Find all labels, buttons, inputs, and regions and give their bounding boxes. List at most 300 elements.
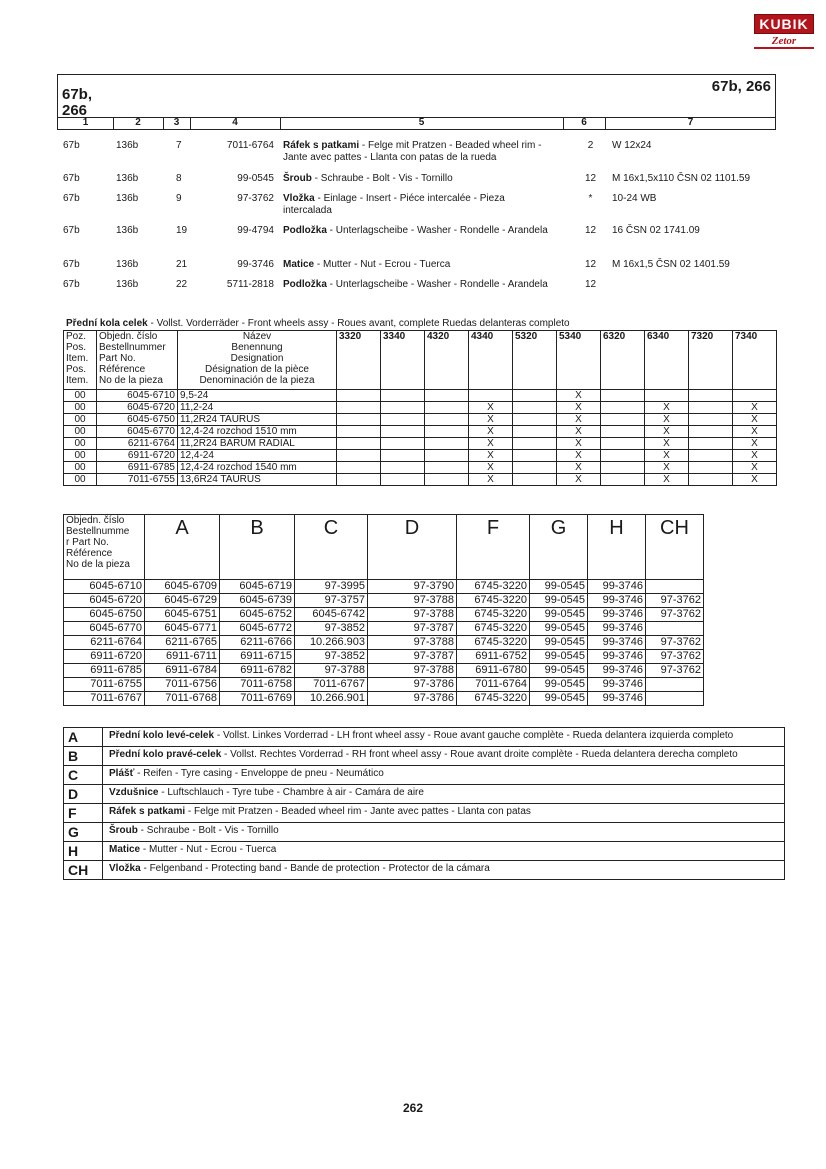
cross-order-number: 6045-6710 — [64, 580, 145, 594]
cross-component-number: 7011-6769 — [220, 692, 295, 706]
applicability-row — [64, 474, 777, 486]
header-designation: Název Benennung Designation Désignation de la pièce Denominación de la pieza — [178, 331, 337, 390]
part-position: 9 — [176, 193, 182, 204]
legend-row — [64, 804, 784, 823]
cross-order-number: 6911-6720 — [64, 650, 145, 664]
header-order-number: Objedn. číslo Bestellnummer Part No. Référence No de la pieza — [97, 331, 178, 390]
row-designation: 9,5-24 — [178, 390, 337, 402]
cross-component-number: 6745-3220 — [457, 580, 530, 594]
cross-component-number: 6045-6729 — [145, 594, 220, 608]
model-mark — [381, 462, 425, 474]
logo-zetor-text: Zetor — [754, 35, 814, 49]
cross-component-number: 97-3790 — [368, 580, 457, 594]
model-mark — [337, 402, 381, 414]
applicability-row — [64, 390, 777, 402]
row-order-number: 7011-6755 — [97, 474, 178, 486]
cross-row — [64, 650, 704, 664]
model-mark — [513, 414, 557, 426]
cross-component-number: 6745-3220 — [457, 692, 530, 706]
applicability-row — [64, 462, 777, 474]
model-mark — [689, 474, 733, 486]
cross-component-number: 6911-6711 — [145, 650, 220, 664]
legend-name: Vzdušnice — [109, 787, 159, 798]
header-position: Poz. Pos. Item. Pos. Item. — [64, 331, 97, 390]
cross-component-number — [646, 622, 704, 636]
legend-text — [103, 861, 494, 879]
cross-order-number: 6045-6720 — [64, 594, 145, 608]
row-position: 00 — [64, 450, 97, 462]
part-translations: - Mutter - Nut - Ecrou - Tuerca — [314, 259, 451, 270]
cross-component-number: 97-3852 — [295, 650, 368, 664]
model-mark — [381, 402, 425, 414]
model-mark — [337, 390, 381, 402]
row-order-number: 6911-6720 — [97, 450, 178, 462]
model-mark: X — [557, 438, 601, 450]
model-mark — [337, 450, 381, 462]
model-mark: X — [733, 402, 777, 414]
part-description — [283, 140, 553, 164]
model-mark: X — [733, 474, 777, 486]
cross-component-number: 97-3757 — [295, 594, 368, 608]
row-order-number: 6045-6720 — [97, 402, 178, 414]
part-fig: 67b — [63, 259, 80, 270]
cross-component-number: 6211-6766 — [220, 636, 295, 650]
cross-component-number: 97-3762 — [646, 636, 704, 650]
applicability-table — [63, 330, 777, 486]
cross-component-number: 6045-6719 — [220, 580, 295, 594]
model-mark: X — [469, 462, 513, 474]
cross-header-order-number: Objedn. číslo Bestellnumme r Part No. Référence No de la pieza — [64, 515, 145, 580]
logo-kubik-text: KUBIK — [754, 14, 814, 34]
cross-component-number: 97-3995 — [295, 580, 368, 594]
part-fig: 67b — [63, 193, 80, 204]
cross-component-number: 97-3788 — [368, 664, 457, 678]
cross-component-number: 99-0545 — [530, 678, 588, 692]
model-mark — [689, 438, 733, 450]
model-mark — [425, 438, 469, 450]
model-mark — [381, 438, 425, 450]
model-mark: X — [733, 450, 777, 462]
header-col-5: 5 — [280, 118, 564, 129]
model-mark — [645, 390, 689, 402]
legend-translations: - Felgenband - Protecting band - Bande de protection - Protector de la cámara — [140, 863, 490, 874]
legend-key: D — [64, 785, 103, 803]
part-note: 10-24 WB — [612, 193, 657, 204]
part-quantity: * — [588, 193, 593, 204]
cross-component-number: 99-3746 — [588, 608, 646, 622]
model-mark — [601, 426, 645, 438]
page-header-box — [57, 74, 776, 130]
part-quantity: 12 — [584, 173, 597, 184]
cross-component-number: 6045-6709 — [145, 580, 220, 594]
part-name: Podložka — [283, 225, 327, 236]
cross-component-number: 6745-3220 — [457, 622, 530, 636]
model-mark — [425, 450, 469, 462]
model-mark: X — [645, 426, 689, 438]
part-quantity: 2 — [587, 140, 594, 151]
legend-translations: - Schraube - Bolt - Vis - Tornillo — [137, 825, 279, 836]
cross-component-number: 6045-6772 — [220, 622, 295, 636]
cross-component-number: 99-0545 — [530, 636, 588, 650]
cross-component-number: 6745-3220 — [457, 636, 530, 650]
cross-component-number: 7011-6768 — [145, 692, 220, 706]
model-mark — [513, 402, 557, 414]
part-page: 136b — [116, 225, 139, 236]
model-mark: X — [469, 474, 513, 486]
cross-component-number: 10.266.901 — [295, 692, 368, 706]
part-translations: - Einlage - Insert - Piéce intercalée - Pieza intercalada — [283, 193, 505, 216]
legend-key: CH — [64, 861, 103, 879]
row-position: 00 — [64, 426, 97, 438]
cross-component-number: 7011-6767 — [295, 678, 368, 692]
model-mark: X — [469, 414, 513, 426]
applicability-row — [64, 450, 777, 462]
part-number: 7011-6764 — [226, 140, 274, 151]
model-mark — [513, 462, 557, 474]
model-mark: X — [733, 414, 777, 426]
cross-component-number: 99-3746 — [588, 622, 646, 636]
header-model: 4340 — [469, 331, 513, 390]
row-position: 00 — [64, 414, 97, 426]
model-mark — [513, 450, 557, 462]
row-position: 00 — [64, 390, 97, 402]
cross-component-number: 97-3762 — [646, 664, 704, 678]
part-description — [283, 173, 553, 185]
legend-key: F — [64, 804, 103, 822]
legend-row — [64, 728, 784, 747]
cross-component-number — [646, 580, 704, 594]
row-designation: 13,6R24 TAURUS — [178, 474, 337, 486]
model-mark: X — [469, 402, 513, 414]
row-order-number: 6045-6750 — [97, 414, 178, 426]
cross-header-letter: CH — [646, 515, 704, 580]
part-name: Šroub — [283, 173, 312, 184]
model-mark: X — [557, 426, 601, 438]
cross-component-number: 97-3762 — [646, 650, 704, 664]
part-position: 7 — [176, 140, 182, 151]
cross-component-number: 6045-6751 — [145, 608, 220, 622]
part-number: 97-3762 — [237, 193, 274, 204]
legend-name: Vložka — [109, 863, 141, 874]
part-fig: 67b — [63, 140, 80, 151]
part-position: 8 — [176, 173, 182, 184]
part-name: Podložka — [283, 279, 327, 290]
cross-component-number: 97-3787 — [368, 622, 457, 636]
cross-component-number: 97-3788 — [295, 664, 368, 678]
cross-header-row — [64, 515, 704, 580]
part-fig: 67b — [63, 225, 80, 236]
assembly-title-bold: Přední kola celek — [66, 318, 148, 329]
header-model: 7320 — [689, 331, 733, 390]
model-mark: X — [645, 450, 689, 462]
applicability-row — [64, 438, 777, 450]
cross-order-number: 7011-6767 — [64, 692, 145, 706]
cross-header-letter: A — [145, 515, 220, 580]
part-page: 136b — [116, 173, 139, 184]
model-mark — [469, 390, 513, 402]
model-mark — [601, 462, 645, 474]
legend-row — [64, 766, 784, 785]
cross-row — [64, 636, 704, 650]
model-mark — [513, 438, 557, 450]
model-mark — [689, 450, 733, 462]
model-mark: X — [645, 438, 689, 450]
legend-text — [103, 823, 283, 841]
applicability-row — [64, 426, 777, 438]
model-mark — [601, 450, 645, 462]
row-order-number: 6045-6710 — [97, 390, 178, 402]
cross-header-letter: D — [368, 515, 457, 580]
model-mark — [513, 390, 557, 402]
cross-order-number: 6911-6785 — [64, 664, 145, 678]
cross-component-number: 6911-6784 — [145, 664, 220, 678]
cross-component-number: 99-0545 — [530, 580, 588, 594]
cross-component-number: 99-3746 — [588, 692, 646, 706]
cross-component-number: 99-3746 — [588, 594, 646, 608]
cross-component-number: 97-3786 — [368, 678, 457, 692]
cross-component-number: 97-3762 — [646, 594, 704, 608]
model-mark — [601, 402, 645, 414]
cross-header-letter: C — [295, 515, 368, 580]
model-mark: X — [469, 426, 513, 438]
model-mark — [601, 414, 645, 426]
model-mark — [337, 438, 381, 450]
part-translations: - Schraube - Bolt - Vis - Tornillo — [311, 173, 453, 184]
cross-row — [64, 622, 704, 636]
cross-component-number: 6911-6715 — [220, 650, 295, 664]
row-designation: 11,2R24 BARUM RADIAL — [178, 438, 337, 450]
legend-translations: - Vollst. Rechtes Vorderrad - RH front wheel assy - Roue avant droite complète - Rueda delantera derecha completo — [221, 749, 738, 760]
part-name: Matice — [283, 259, 315, 270]
row-designation: 12,4-24 rozchod 1540 mm — [178, 462, 337, 474]
legend-row — [64, 823, 784, 842]
model-mark — [381, 426, 425, 438]
legend-row — [64, 785, 784, 804]
cross-component-number: 99-0545 — [530, 664, 588, 678]
cross-component-number: 10.266.903 — [295, 636, 368, 650]
assembly-title-rest: - Vollst. Vorderräder - Front wheels assy - Roues avant, complete Ruedas delanteras completo — [147, 318, 570, 329]
part-number: 99-3746 — [237, 259, 274, 270]
model-mark — [381, 390, 425, 402]
row-position: 00 — [64, 402, 97, 414]
row-designation: 12,4-24 — [178, 450, 337, 462]
part-position: 21 — [176, 259, 188, 270]
legend-translations: - Reifen - Tyre casing - Enveloppe de pneu - Neumático — [134, 768, 384, 779]
model-mark — [601, 438, 645, 450]
header-column-numbers — [58, 117, 775, 129]
header-col-4: 4 — [190, 118, 281, 129]
model-mark — [425, 414, 469, 426]
legend-name: Ráfek s patkami — [109, 806, 186, 817]
model-mark — [689, 402, 733, 414]
model-mark — [337, 414, 381, 426]
cross-component-number: 7011-6758 — [220, 678, 295, 692]
legend-name: Plášť — [109, 768, 135, 779]
cross-component-number: 99-3746 — [588, 580, 646, 594]
header-model: 7340 — [733, 331, 777, 390]
applicability-row — [64, 414, 777, 426]
header-model: 6340 — [645, 331, 689, 390]
header-col-2: 2 — [113, 118, 164, 129]
cross-component-number: 99-0545 — [530, 594, 588, 608]
cross-component-number: 6045-6739 — [220, 594, 295, 608]
model-mark: X — [557, 474, 601, 486]
legend-text — [103, 804, 535, 822]
part-number: 99-0545 — [237, 173, 274, 184]
model-mark — [337, 474, 381, 486]
part-quantity: 12 — [584, 225, 597, 236]
part-quantity: 12 — [584, 259, 597, 270]
model-mark — [513, 474, 557, 486]
part-translations: - Unterlagscheibe - Washer - Rondelle - Arandela — [326, 279, 548, 290]
cross-component-number: 6045-6771 — [145, 622, 220, 636]
cross-component-number: 99-0545 — [530, 692, 588, 706]
header-col-7: 7 — [687, 117, 694, 128]
applicability-row — [64, 402, 777, 414]
cross-component-number: 6045-6752 — [220, 608, 295, 622]
cross-component-number: 6211-6765 — [145, 636, 220, 650]
cross-component-number: 6911-6782 — [220, 664, 295, 678]
model-mark — [425, 390, 469, 402]
model-mark: X — [557, 414, 601, 426]
legend-name: Matice — [109, 844, 141, 855]
cross-header-letter: B — [220, 515, 295, 580]
header-col-6: 6 — [563, 118, 606, 129]
cross-component-number: 6045-6742 — [295, 608, 368, 622]
cross-component-number: 99-0545 — [530, 608, 588, 622]
part-translations: - Felge mit Pratzen - Beaded wheel rim - Jante avec pattes - Llanta con patas de la rueda — [283, 140, 542, 163]
header-col-1: 1 — [58, 118, 114, 129]
row-designation: 11,2R24 TAURUS — [178, 414, 337, 426]
legend-translations: - Felge mit Pratzen - Beaded wheel rim - Jante avec pattes - Llanta con patas — [185, 806, 531, 817]
row-designation: 12,4-24 rozchod 1510 mm — [178, 426, 337, 438]
header-ref-right: 67b, 266 — [711, 78, 771, 95]
model-mark — [337, 426, 381, 438]
legend-text — [103, 766, 388, 784]
header-model: 5320 — [513, 331, 557, 390]
cross-row — [64, 594, 704, 608]
model-mark — [425, 426, 469, 438]
legend-key: B — [64, 747, 103, 765]
header-model: 4320 — [425, 331, 469, 390]
model-mark — [689, 426, 733, 438]
model-mark: X — [557, 402, 601, 414]
cross-row — [64, 580, 704, 594]
model-mark — [381, 414, 425, 426]
legend-name: Šroub — [109, 825, 138, 836]
row-order-number: 6911-6785 — [97, 462, 178, 474]
part-position: 22 — [176, 279, 188, 290]
model-mark — [337, 462, 381, 474]
cross-component-number: 97-3852 — [295, 622, 368, 636]
cross-component-number: 6745-3220 — [457, 594, 530, 608]
header-model: 6320 — [601, 331, 645, 390]
cross-order-number: 6211-6764 — [64, 636, 145, 650]
cross-component-number: 6911-6752 — [457, 650, 530, 664]
cross-order-number: 6045-6770 — [64, 622, 145, 636]
model-mark: X — [733, 438, 777, 450]
model-mark — [425, 402, 469, 414]
cross-component-number: 97-3788 — [368, 594, 457, 608]
model-mark — [425, 474, 469, 486]
cross-component-number: 7011-6756 — [145, 678, 220, 692]
legend-text — [103, 785, 428, 803]
cross-component-number: 7011-6764 — [457, 678, 530, 692]
legend-key: H — [64, 842, 103, 860]
model-mark: X — [469, 438, 513, 450]
part-page: 136b — [116, 259, 139, 270]
model-mark — [513, 426, 557, 438]
cross-component-number: 99-3746 — [588, 650, 646, 664]
part-page: 136b — [116, 193, 139, 204]
cross-component-number: 97-3787 — [368, 650, 457, 664]
part-description — [283, 259, 553, 271]
header-model: 3320 — [337, 331, 381, 390]
part-fig: 67b — [63, 279, 80, 290]
model-mark — [425, 462, 469, 474]
cross-header-letter: F — [457, 515, 530, 580]
part-page: 136b — [116, 279, 139, 290]
row-position: 00 — [64, 474, 97, 486]
cross-header-letter: H — [588, 515, 646, 580]
row-order-number: 6045-6770 — [97, 426, 178, 438]
row-designation: 11,2-24 — [178, 402, 337, 414]
legend-row — [64, 842, 784, 861]
legend-name: Přední kolo levé-celek — [109, 730, 215, 741]
cross-header-letter: G — [530, 515, 588, 580]
applicability-header-row — [64, 331, 777, 390]
part-position: 19 — [176, 225, 188, 236]
row-position: 00 — [64, 462, 97, 474]
model-mark: X — [645, 474, 689, 486]
cross-order-number: 6045-6750 — [64, 608, 145, 622]
part-description — [283, 193, 553, 217]
cross-reference-table — [63, 514, 704, 706]
model-mark: X — [557, 390, 601, 402]
cross-row — [64, 664, 704, 678]
cross-component-number: 99-3746 — [588, 664, 646, 678]
part-number: 99-4794 — [237, 225, 274, 236]
model-mark: X — [733, 462, 777, 474]
cross-row — [64, 678, 704, 692]
part-quantity: 12 — [584, 279, 597, 290]
model-mark — [381, 474, 425, 486]
part-note: W 12x24 — [612, 140, 652, 151]
model-mark: X — [557, 450, 601, 462]
model-mark: X — [469, 450, 513, 462]
cross-row — [64, 692, 704, 706]
header-col-3: 3 — [163, 118, 191, 129]
cross-component-number: 97-3788 — [368, 608, 457, 622]
cross-row — [64, 608, 704, 622]
cross-component-number — [646, 692, 704, 706]
part-name: Ráfek s patkami — [283, 140, 360, 151]
part-translations: - Unterlagscheibe - Washer - Rondelle - Arandela — [326, 225, 548, 236]
row-position: 00 — [64, 438, 97, 450]
legend-key: A — [64, 728, 103, 746]
legend-text — [103, 747, 742, 765]
model-mark — [601, 474, 645, 486]
part-fig: 67b — [63, 173, 80, 184]
legend-name: Přední kolo pravé-celek — [109, 749, 222, 760]
cross-component-number: 99-3746 — [588, 678, 646, 692]
kubik-zetor-logo — [754, 14, 814, 49]
part-note: 16 ČSN 02 1741.09 — [612, 225, 700, 236]
model-mark — [733, 390, 777, 402]
cross-order-number: 7011-6755 — [64, 678, 145, 692]
legend-row — [64, 861, 784, 879]
model-mark — [689, 462, 733, 474]
